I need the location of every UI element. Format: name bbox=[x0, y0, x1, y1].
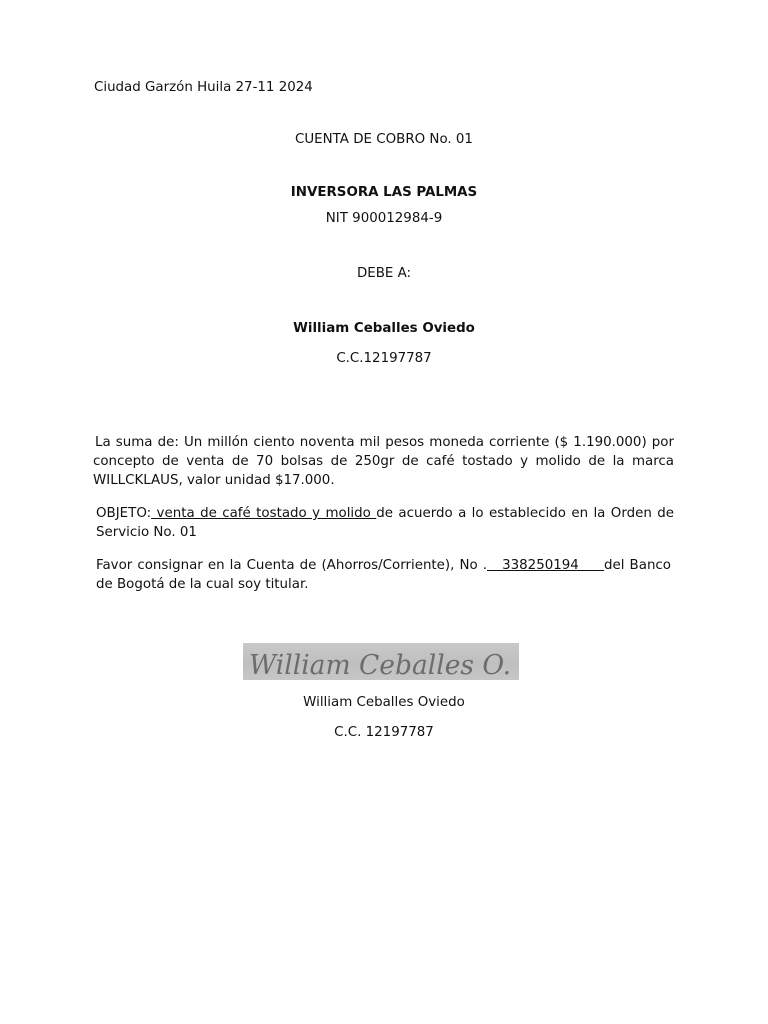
account-paragraph bbox=[96, 556, 671, 594]
signer-name: William Ceballes Oviedo bbox=[303, 695, 465, 710]
account-number: 338250194 bbox=[486, 558, 605, 573]
signer-id: C.C. 12197787 bbox=[334, 725, 434, 740]
bank-text: del Banco de Bogotá de la cual soy titular. bbox=[96, 558, 671, 592]
creditor-name: William Ceballes Oviedo bbox=[293, 321, 475, 336]
object-paragraph bbox=[96, 504, 674, 542]
amount-paragraph: La suma de: Un millón ciento noventa mil pesos moneda corriente ($ 1.190.000) por concepto de venta de 70 bolsas de 250gr de café tostado y molido de la marca WILLCKLAUS, valor unidad $17.000. bbox=[93, 435, 674, 488]
debtor-nit: NIT 900012984-9 bbox=[325, 211, 443, 226]
creditor-id: C.C.12197787 bbox=[336, 351, 432, 366]
account-text: Favor consignar en la Cuenta de (Ahorros/Corriente), No . bbox=[96, 558, 487, 573]
place-date: Ciudad Garzón Huila 27-11 2024 bbox=[94, 80, 313, 95]
signature-image bbox=[243, 643, 519, 680]
object-reference: de acuerdo a lo establecido en la Orden de Servicio No. 01 bbox=[96, 506, 674, 540]
document-title: CUENTA DE COBRO No. 01 bbox=[295, 132, 473, 147]
owes-to-label: DEBE A: bbox=[356, 266, 412, 281]
handwritten-signature bbox=[243, 643, 519, 680]
signature-text: William Ceballes O. bbox=[249, 650, 511, 680]
object-label: OBJETO: bbox=[96, 506, 152, 521]
debtor-name: INVERSORA LAS PALMAS bbox=[290, 185, 478, 200]
object-description: venta de café tostado y molido bbox=[151, 506, 377, 521]
